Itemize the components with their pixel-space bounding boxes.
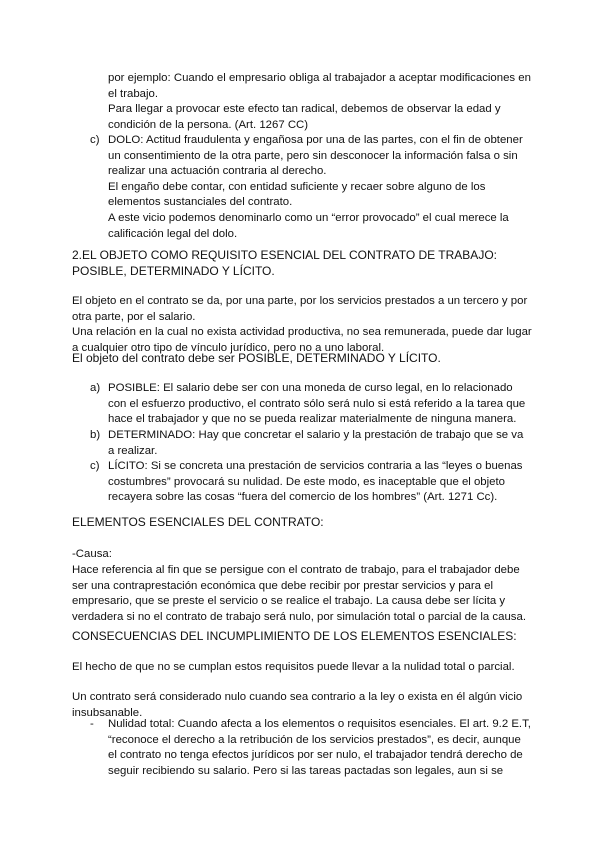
list-item-text: LÍCITO: Si se concreta una prestación de servicios contraria a las “leyes o buenas costumbres” provocará su nulidad. De este modo, es inaceptable que el objeto recayera sobre las cosas “fuera del comercio de los hombres” (Art. 1271 Cc). <box>108 460 523 504</box>
list-marker: a) <box>90 382 101 394</box>
list-item-text: DETERMINADO: Hay que concretar el salario y la prestación de trabajo que se va a realizar. <box>108 429 524 457</box>
list-marker: - <box>90 718 94 730</box>
causa-title: -Causa: <box>72 548 112 560</box>
dolo-paragraph-3: A este vicio podemos denominarlo como un “error provocado” el cual merece la calificación legal del dolo. <box>108 211 509 240</box>
list-item-dolo <box>90 133 532 242</box>
consecuencias-paragraph-1: El hecho de que no se cumplan estos requisitos puede llevar a la nulidad total o parcial. <box>72 661 515 673</box>
intro-paragraph-2: Para llegar a provocar este efecto tan radical, debemos de observar la edad y condición de la persona. (Art. 1267 CC) <box>108 103 501 131</box>
list-item-licito <box>90 459 532 506</box>
objeto-paragraph-1: El objeto en el contrato se da, por una parte, por los servicios prestados a un tercero y por otra parte, por el salario. <box>72 295 528 323</box>
intro-paragraph-1: por ejemplo: Cuando el empresario obliga al trabajador a aceptar modificaciones en el trabajo. <box>108 72 531 100</box>
list-item-nulidad-total <box>90 717 532 779</box>
list-item-text: Nulidad total: Cuando afecta a los elementos o requisitos esenciales. El art. 9.2 E.T, “reconoce el derecho a la retribución de los servicios prestados”, es decir, aunque el contrato no tenga efectos jurídicos por ser nulo, el trabajador tendrá derecho de seguir recibiendo su salario. Pero si las tareas pactadas son legales, aun si se <box>108 718 531 777</box>
list-item-text: POSIBLE: El salario debe ser con una moneda de curso legal, en lo relacionado con el esfuerzo productivo, el contrato sólo será nulo si está referido a la tarea que hace el trabajador y que no se pueda realizar materialmente de ninguna manera. <box>108 382 526 426</box>
section-heading-elementos: ELEMENTOS ESENCIALES DEL CONTRATO: <box>72 515 324 529</box>
causa-paragraph: Hace referencia al fin que se persigue con el contrato de trabajo, para el trabajador debe ser una contraprestación económica que debe recibir por prestar servicios y para el empresario, que se preste el servicio o se realice el trabajo. La causa debe ser lícita y verdadera si no el contrato de trabajo será nulo, por simulación total o parcial de la causa. <box>72 564 526 623</box>
objeto-paragraph-3: El objeto del contrato debe ser POSIBLE, DETERMINADO Y LÍCITO. <box>72 351 441 365</box>
dolo-paragraph-2: El engaño debe contar, con entidad suficiente y recaer sobre alguno de los elementos sustanciales del contrato. <box>108 180 486 209</box>
list-marker: c) <box>90 460 100 472</box>
list-marker: b) <box>90 429 101 441</box>
consecuencias-paragraph-2: Un contrato será considerado nulo cuando sea contrario a la ley o exista en él algún vicio insubsanable. <box>72 691 523 719</box>
section-heading-consecuencias: CONSECUENCIAS DEL INCUMPLIMIENTO DE LOS ELEMENTOS ESENCIALES: <box>72 629 517 643</box>
dolo-paragraph-1: DOLO: Actitud fraudulenta y engañosa por una de las partes, con el fin de obtener un consentimiento de la otra parte, pero sin desconocer la información falsa o sin realizar una actuación contraria al derecho. <box>108 134 523 178</box>
section-heading-objeto: 2.EL OBJETO COMO REQUISITO ESENCIAL DEL CONTRATO DE TRABAJO: POSIBLE, DETERMINADO Y LÍCITO. <box>72 248 497 278</box>
list-item-posible <box>90 381 532 428</box>
list-marker: c) <box>90 134 100 146</box>
objeto-paragraph-2: Una relación en la cual no exista actividad productiva, no sea remunerada, puede dar lugar a cualquier otro tipo de vínculo jurídico, pero no a uno laboral. <box>72 326 532 354</box>
list-item-determinado <box>90 428 532 459</box>
